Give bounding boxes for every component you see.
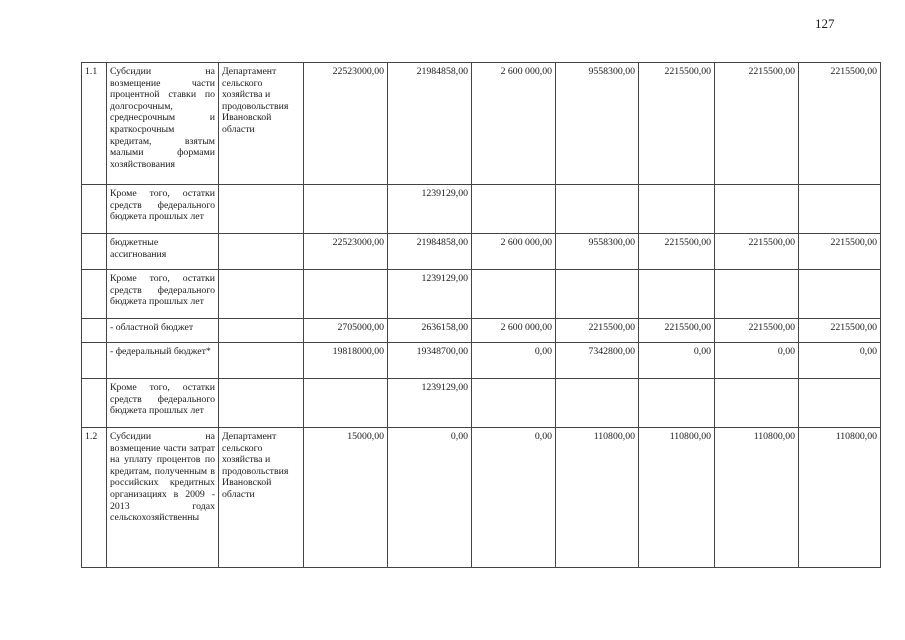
amount-cell: 2215500,00 <box>556 319 639 343</box>
amount-cell: 2 600 000,00 <box>472 63 556 185</box>
amount-cell <box>715 379 799 428</box>
executor-cell <box>219 270 304 319</box>
amount-cell <box>715 270 799 319</box>
amount-cell: 2215500,00 <box>715 234 799 270</box>
amount-cell: 2636158,00 <box>388 319 472 343</box>
executor-cell <box>219 343 304 379</box>
row-index-cell <box>82 319 107 343</box>
amount-cell <box>639 270 715 319</box>
amount-cell: 110800,00 <box>799 428 881 568</box>
executor-cell: Департамент сельского хозяйства и продовольствия Ивановской области <box>219 63 304 185</box>
executor-cell: Департамент сельского хозяйства и продовольствия Ивановской области <box>219 428 304 568</box>
row-index-cell <box>82 270 107 319</box>
amount-cell: 9558300,00 <box>556 234 639 270</box>
amount-cell: 110800,00 <box>715 428 799 568</box>
amount-cell <box>304 379 388 428</box>
amount-cell: 21984858,00 <box>388 63 472 185</box>
table-row <box>82 379 881 428</box>
amount-cell: 1239129,00 <box>388 185 472 234</box>
budget-table <box>81 62 881 568</box>
table-row <box>82 270 881 319</box>
amount-cell: 0,00 <box>639 343 715 379</box>
amount-cell: 19818000,00 <box>304 343 388 379</box>
amount-cell: 2215500,00 <box>799 234 881 270</box>
amount-cell: 21984858,00 <box>388 234 472 270</box>
amount-cell <box>304 270 388 319</box>
item-name-cell: Кроме того, остатки средств федерального бюджета прошлых лет <box>107 185 219 234</box>
amount-cell: 0,00 <box>472 343 556 379</box>
amount-cell: 22523000,00 <box>304 63 388 185</box>
amount-cell: 2215500,00 <box>639 234 715 270</box>
amount-cell: 2215500,00 <box>799 63 881 185</box>
item-name-cell: бюджетные ассигнования <box>107 234 219 270</box>
table-row <box>82 343 881 379</box>
amount-cell: 0,00 <box>472 428 556 568</box>
item-name-cell: Кроме того, остатки средств федерального бюджета прошлых лет <box>107 270 219 319</box>
amount-cell: 110800,00 <box>556 428 639 568</box>
amount-cell <box>799 270 881 319</box>
amount-cell <box>556 185 639 234</box>
table-row <box>82 63 881 185</box>
row-index-cell: 1.1 <box>82 63 107 185</box>
item-name-cell: Кроме того, остатки средств федерального бюджета прошлых лет <box>107 379 219 428</box>
amount-cell <box>799 379 881 428</box>
amount-cell: 110800,00 <box>639 428 715 568</box>
table-row <box>82 428 881 568</box>
amount-cell: 0,00 <box>388 428 472 568</box>
amount-cell: 2215500,00 <box>799 319 881 343</box>
amount-cell: 0,00 <box>715 343 799 379</box>
amount-cell: 0,00 <box>799 343 881 379</box>
item-name-cell: Субсидии на возмещение части процентной ставки по долгосрочным, среднесрочным и краткосрочным кредитам, взятым малыми формами хозяйствования <box>107 63 219 185</box>
amount-cell <box>556 270 639 319</box>
amount-cell: 15000,00 <box>304 428 388 568</box>
amount-cell <box>639 379 715 428</box>
amount-cell <box>715 185 799 234</box>
amount-cell: 2215500,00 <box>639 319 715 343</box>
amount-cell: 7342800,00 <box>556 343 639 379</box>
amount-cell <box>472 379 556 428</box>
row-index-cell <box>82 379 107 428</box>
page-number: 127 <box>815 16 835 31</box>
amount-cell <box>472 185 556 234</box>
executor-cell <box>219 234 304 270</box>
amount-cell <box>639 185 715 234</box>
amount-cell <box>556 379 639 428</box>
amount-cell <box>304 185 388 234</box>
amount-cell: 2 600 000,00 <box>472 234 556 270</box>
row-index-cell <box>82 343 107 379</box>
executor-cell <box>219 185 304 234</box>
amount-cell: 2 600 000,00 <box>472 319 556 343</box>
executor-cell <box>219 319 304 343</box>
amount-cell: 19348700,00 <box>388 343 472 379</box>
amount-cell <box>472 270 556 319</box>
row-index-cell: 1.2 <box>82 428 107 568</box>
table-row <box>82 319 881 343</box>
item-name-cell: - федеральный бюджет* <box>107 343 219 379</box>
row-index-cell <box>82 185 107 234</box>
row-index-cell <box>82 234 107 270</box>
item-name-cell: Субсидии на возмещение части затрат на уплату процентов по кредитам, полученным в российских кредитных организациях в 2009 - 2013 годах сельскохозяйственны <box>107 428 219 568</box>
table-row <box>82 185 881 234</box>
amount-cell: 1239129,00 <box>388 270 472 319</box>
amount-cell: 9558300,00 <box>556 63 639 185</box>
amount-cell: 1239129,00 <box>388 379 472 428</box>
amount-cell: 2705000,00 <box>304 319 388 343</box>
amount-cell: 2215500,00 <box>715 319 799 343</box>
amount-cell: 2215500,00 <box>715 63 799 185</box>
amount-cell: 22523000,00 <box>304 234 388 270</box>
item-name-cell: - областной бюджет <box>107 319 219 343</box>
amount-cell: 2215500,00 <box>639 63 715 185</box>
executor-cell <box>219 379 304 428</box>
table-row <box>82 234 881 270</box>
amount-cell <box>799 185 881 234</box>
